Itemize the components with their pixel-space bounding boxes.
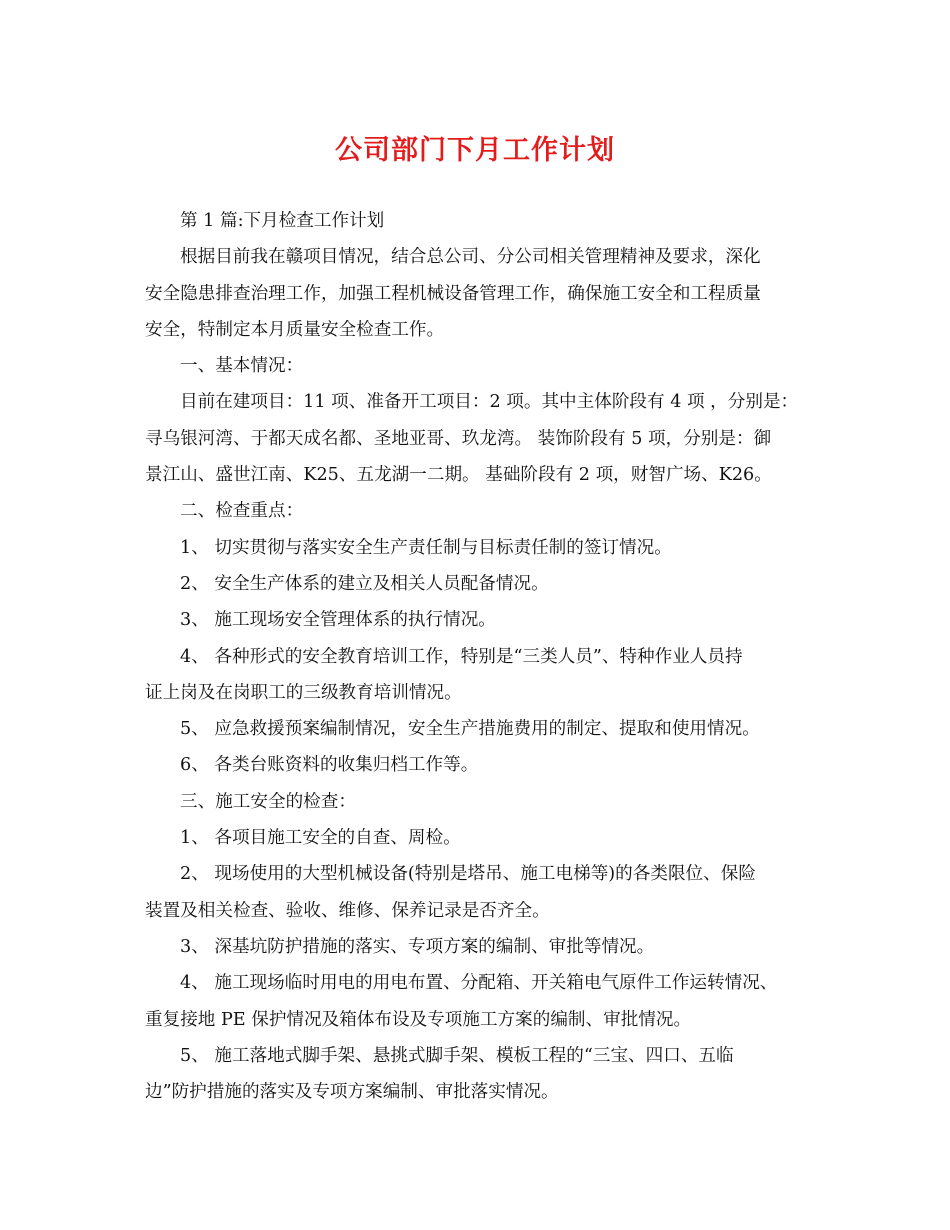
section-heading: 一、基本情况： <box>180 356 304 377</box>
list-item: 3、 深基坑防护措施的落实、专项方案的编制、审批等情况。 <box>180 936 655 957</box>
body-line: 安全，特制定本月质量安全检查工作。 <box>145 319 445 340</box>
list-item: 3、 施工现场安全管理体系的执行情况。 <box>180 610 496 631</box>
body-line: 景江山、盛世江南、K25、五龙湖一二期。 基础阶段有 2 项，财智广场、K26。 <box>145 465 772 486</box>
list-item: 4、 各种形式的安全教育培训工作，特别是“三类人员”、特种作业人员持 <box>180 646 743 667</box>
body-line: 寻乌银河湾、于都天成名都、圣地亚哥、玖龙湾。 装饰阶段有 5 项，分别是：御 <box>145 428 772 449</box>
list-item: 2、 现场使用的大型机械设备(特别是塔吊、施工电梯等)的各类限位、保险 <box>180 864 756 885</box>
list-item: 4、 施工现场临时用电的用电布置、分配箱、开关箱电气原件工作运转情况、 <box>180 973 778 994</box>
list-item: 6、 各类台账资料的收集归档工作等。 <box>180 755 479 776</box>
list-item: 5、 应急救援预案编制情况，安全生产措施费用的制定、提取和使用情况。 <box>180 719 760 740</box>
list-item: 1、 切实贯彻与落实安全生产责任制与目标责任制的签订情况。 <box>180 537 672 558</box>
document-body <box>145 203 815 1110</box>
section-heading: 三、施工安全的检查： <box>180 791 356 812</box>
body-line: 根据目前我在赣项目情况，结合总公司、分公司相关管理精神及要求，深化 <box>180 247 761 268</box>
page-title: 公司部门下月工作计划 <box>335 135 615 166</box>
body-line: 安全隐患排查治理工作，加强工程机械设备管理工作，确保施工安全和工程质量 <box>145 283 761 304</box>
list-item: 5、 施工落地式脚手架、悬挑式脚手架、模板工程的“三宝、四口、五临 <box>180 1045 734 1066</box>
list-item-continuation: 边”防护措施的落实及专项方案编制、审批落实情况。 <box>145 1082 559 1103</box>
list-item: 2、 安全生产体系的建立及相关人员配备情况。 <box>180 573 549 594</box>
list-item-continuation: 装置及相关检查、验收、维修、保养记录是否齐全。 <box>145 900 550 921</box>
body-line: 第 1 篇:下月检查工作计划 <box>180 211 385 231</box>
section-heading: 二、检查重点： <box>180 501 304 522</box>
list-item: 1、 各项目施工安全的自查、周检。 <box>180 828 461 849</box>
list-item-continuation: 重复接地 PE 保护情况及箱体布设及专项施工方案的编制、审批情况。 <box>145 1009 692 1030</box>
list-item-continuation: 证上岗及在岗职工的三级教育培训情况。 <box>145 682 462 703</box>
body-line: 目前在建项目：11 项、准备开工项目：2 项。其中主体阶段有 4 项 ，分别是： <box>180 392 799 413</box>
